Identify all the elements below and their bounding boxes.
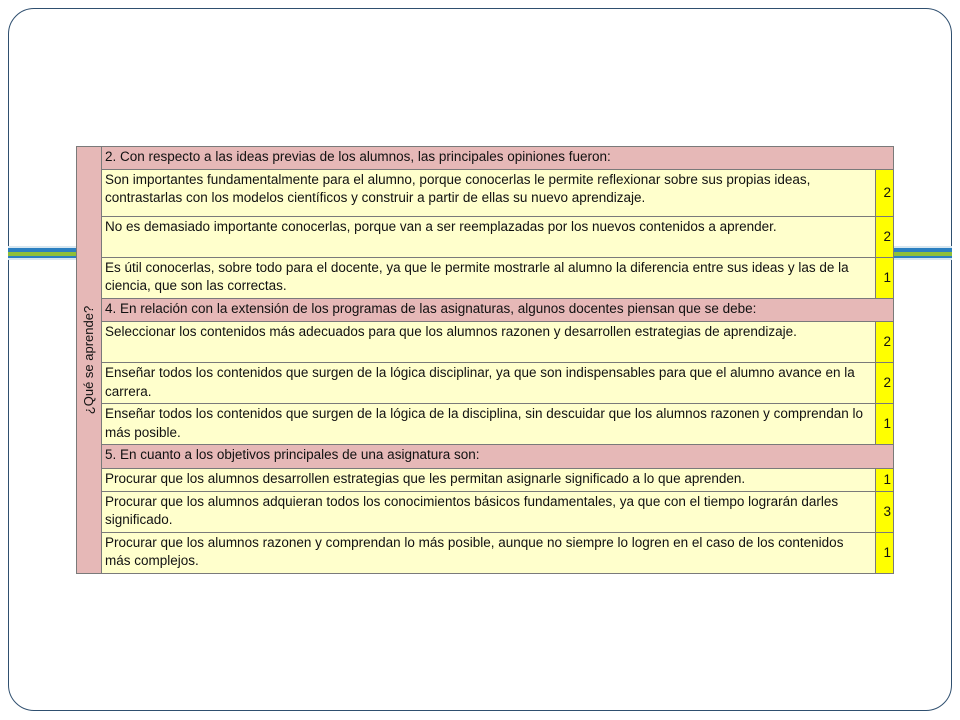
question-header — [77, 147, 894, 170]
option-count: 1 — [875, 258, 893, 299]
option-row — [77, 322, 894, 363]
question-title: 4. En relación con la extensión de los programas de las asignaturas, algunos docentes piensan que se debe: — [102, 299, 894, 322]
option-text: No es demasiado importante conocerlas, porque van a ser reemplazadas por los nuevos contenidos a aprender. — [102, 217, 876, 258]
decorative-stripe-left — [8, 246, 78, 260]
option-row — [77, 532, 894, 573]
option-text: Procurar que los alumnos adquieran todos los conocimientos básicos fundamentales, ya que con el tiempo lograrán darles significado. — [102, 491, 876, 532]
option-text: Procurar que los alumnos razonen y comprendan lo más posible, aunque no siempre lo logren en el caso de los contenidos más complejos. — [102, 532, 876, 573]
option-text: Enseñar todos los contenidos que surgen de la lógica disciplinar, ya que son indispensables para que el alumno avance en la carrera. — [102, 363, 876, 404]
option-row — [77, 404, 894, 445]
question-header — [77, 445, 894, 468]
option-text: Seleccionar los contenidos más adecuados para que los alumnos razonen y desarrollen estrategias de aprendizaje. — [102, 322, 876, 363]
option-text: Procurar que los alumnos desarrollen estrategias que les permitan asignarle significado a lo que aprenden. — [102, 468, 876, 491]
option-count: 3 — [875, 491, 893, 532]
decorative-stripe-right — [893, 246, 952, 260]
option-row — [77, 468, 894, 491]
option-count: 1 — [875, 532, 893, 573]
question-header — [77, 299, 894, 322]
question-title: 2. Con respecto a las ideas previas de los alumnos, las principales opiniones fueron: — [102, 147, 894, 170]
option-count: 2 — [875, 217, 893, 258]
option-count: 2 — [875, 363, 893, 404]
option-row — [77, 363, 894, 404]
option-count: 1 — [875, 404, 893, 445]
option-count: 2 — [875, 322, 893, 363]
survey-table — [76, 146, 894, 574]
question-title: 5. En cuanto a los objetivos principales de una asignatura son: — [102, 445, 894, 468]
option-text: Son importantes fundamentalmente para el alumno, porque conocerlas le permite reflexionar sobre sus propias ideas, contrastarlas con los modelos científicos y construir a partir de ellas su nuevo aprendizaje. — [102, 170, 876, 217]
option-text: Enseñar todos los contenidos que surgen de la lógica de la disciplina, sin descuidar que los alumnos razonen y comprendan lo más posible. — [102, 404, 876, 445]
option-row — [77, 491, 894, 532]
side-label: ¿Qué se aprende? — [81, 305, 97, 415]
option-row — [77, 170, 894, 217]
option-text: Es útil conocerlas, sobre todo para el docente, ya que le permite mostrarle al alumno la diferencia entre sus ideas y las de la ciencia, que son las correctas. — [102, 258, 876, 299]
option-row — [77, 217, 894, 258]
option-count: 1 — [875, 468, 893, 491]
option-count: 2 — [875, 170, 893, 217]
option-row — [77, 258, 894, 299]
side-label-cell — [77, 147, 102, 574]
